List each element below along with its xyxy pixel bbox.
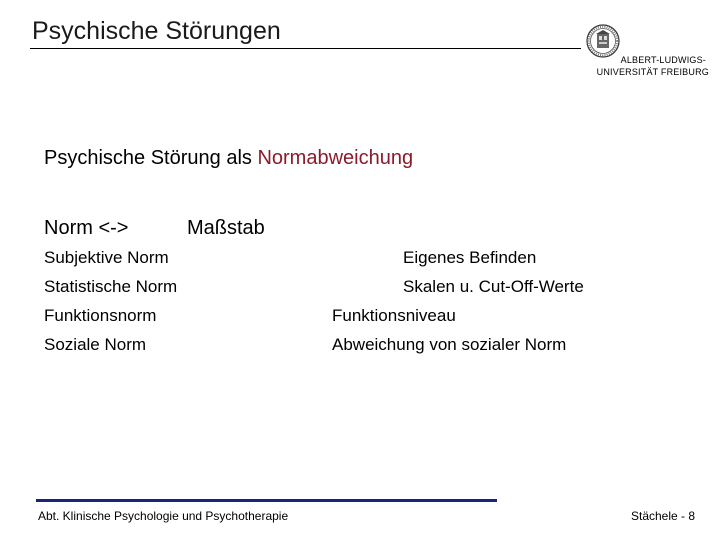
massstab-item: Abweichung von sozialer Norm <box>332 335 567 354</box>
subtitle-prefix: Psychische Störung als <box>44 147 258 169</box>
title-underline <box>30 48 581 49</box>
university-seal-icon <box>586 24 620 58</box>
norm-column-header: Norm <-> <box>44 217 129 239</box>
massstab-item: Skalen u. Cut-Off-Werte <box>403 277 584 296</box>
norm-item: Soziale Norm <box>44 335 147 354</box>
footer-department: Abt. Klinische Psychologie und Psychotherapie <box>38 509 289 523</box>
norm-item: Subjektive Norm <box>44 248 169 267</box>
slide-subtitle <box>44 147 413 170</box>
university-name-line-2: UNIVERSITÄT FREIBURG <box>596 67 709 77</box>
university-name-line-1: ALBERT-LUDWIGS- <box>620 55 706 65</box>
footer-author-page: Stächele - 8 <box>631 509 696 523</box>
footer-rule <box>36 499 497 502</box>
massstab-item: Funktionsniveau <box>332 306 456 325</box>
subtitle-highlight: Normabweichung <box>257 147 414 169</box>
norm-item: Funktionsnorm <box>44 306 157 325</box>
massstab-item: Eigenes Befinden <box>403 248 537 267</box>
massstab-column-header: Maßstab <box>187 217 265 239</box>
norm-item: Statistische Norm <box>44 277 178 296</box>
slide-title: Psychische Störungen <box>32 17 281 45</box>
